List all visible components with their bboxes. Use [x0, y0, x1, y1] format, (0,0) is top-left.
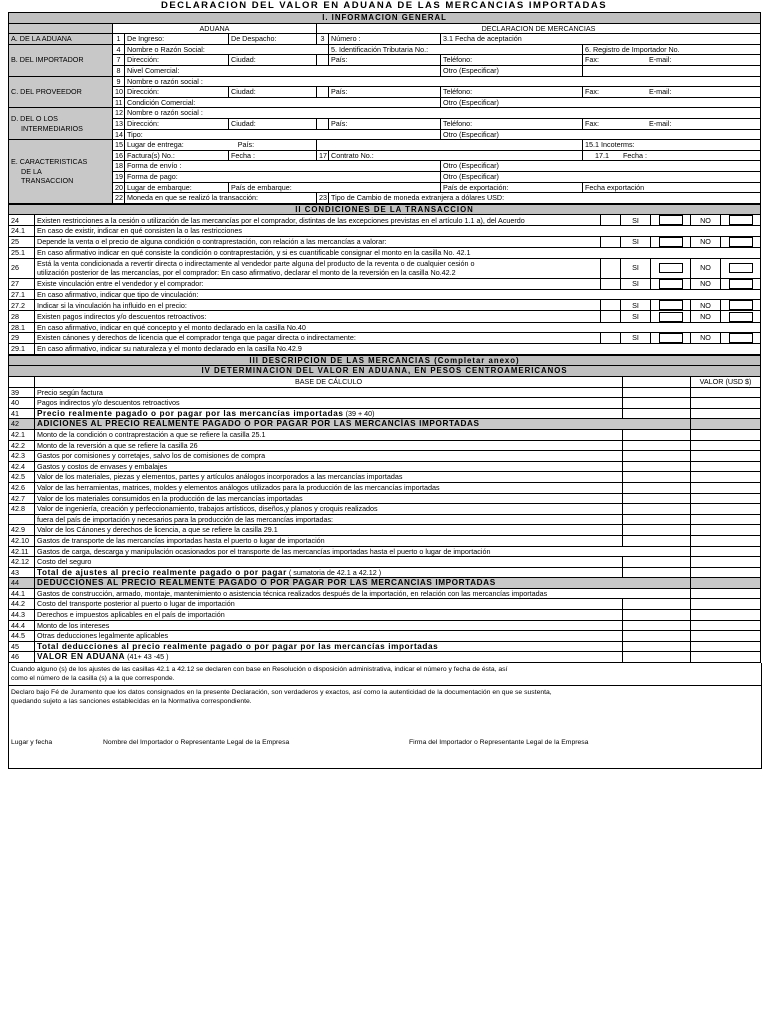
field-fecha-exportacion[interactable]: Fecha exportación	[583, 182, 761, 193]
field-nivel-comercial[interactable]: Nivel Comercial:	[125, 65, 441, 76]
field-factura[interactable]: Factura(s) No.:	[125, 150, 229, 161]
value-44-2[interactable]	[691, 599, 761, 610]
field-incoterms[interactable]: 15.1 Incoterms:	[583, 140, 761, 151]
field-direccion-proveedor[interactable]: Dirección:	[125, 87, 229, 98]
field-fax-email-proveedor[interactable]: Fax: E-mail:	[583, 87, 761, 98]
field-fax-email-intermediario[interactable]: Fax: E-mail:	[583, 118, 761, 129]
field-lugar-entrega[interactable]: Lugar de entrega: País:	[125, 140, 317, 151]
firma-representante-label: Firma del Importador o Representante Legal de la Empresa	[409, 739, 589, 747]
field-direccion-intermediario[interactable]: Dirección:	[125, 118, 229, 129]
field-razon-social-intermediario[interactable]: Nombre o razón social :	[125, 108, 761, 119]
field-telefono-intermediario[interactable]: Teléfono:	[441, 118, 583, 129]
field-contrato[interactable]: Contrato No.:	[329, 150, 583, 161]
q28-si-checkbox[interactable]	[651, 311, 691, 322]
field-pais-embarque[interactable]: País de embarque:	[229, 182, 441, 193]
value-44-4[interactable]	[691, 620, 761, 631]
value-42-4[interactable]	[691, 461, 761, 472]
field-otro-pago[interactable]: Otro (Especificar)	[441, 171, 761, 182]
section-c-label: C. DEL PROVEEDOR	[9, 76, 113, 108]
general-info-table: I. INFORMACION GENERAL ADUANA DECLARACION DE MERCANCIAS A. DE LA ADUANA 1 De Ingreso: De Despacho: 3 Número : 3.1 Fecha de aceptación B. DEL IMPORTADOR 4 Nombre o Razón Social: 5. Identificación Tributaria No.: 6. Registro de Importador No. 7 Dirección: Ciudad: País: Teléfono: Fax: E-mail: 8 Nivel Comercial: Otro (Especificar) C. DEL PROVEEDOR 9 Nombre o razón social : 10 Dirección: Ciudad: País: Teléfono: Fax: E-mail: 11 Condición Comercial: Otro (Especificar) D. DEL O LOS INTERMEDIARIOS 12 Nombre o razón social : 13 Dirección: Ciudad: País: Teléfono: Fax: E-mail: 14 Tipo: Otro (Especificar) E. CARACTERISTICAS DE LA TRANSACCION 15 Lugar de entrega: País: 15.1 Incoterms: 16 Factura(s) No.: Fecha : 17 Contrato No.: 17.1 Fecha : 18 Forma de envío : Otro (Especificar) 19 Forma de pago: Otro (Especificar) 20 Lugar de embarque: País de embarque: País de exportación: Fecha exportación 22 Moneda en que se realizó la transacción: 23 Tipo de Cambio de moneda extranjera a dólares USD:	[8, 12, 761, 204]
field-condicion-comercial[interactable]: Condición Comercial:	[125, 97, 441, 108]
field-fecha-contrato[interactable]: 17.1 Fecha :	[583, 150, 761, 161]
field-telefono-proveedor[interactable]: Teléfono:	[441, 87, 583, 98]
field-numero[interactable]: Número :	[329, 34, 441, 45]
field-lugar-embarque[interactable]: Lugar de embarque:	[125, 182, 229, 193]
field-tipo-intermediario[interactable]: Tipo:	[125, 129, 441, 140]
field-ingreso[interactable]: De Ingreso:	[125, 34, 229, 45]
q26-si-checkbox[interactable]	[651, 258, 691, 278]
field-pais-exportacion[interactable]: País de exportación:	[441, 182, 583, 193]
value-44-1[interactable]	[691, 588, 761, 599]
field-identificacion-tributaria[interactable]: 5. Identificación Tributaria No.:	[329, 44, 583, 55]
field-ciudad-intermediario[interactable]: Ciudad:	[229, 118, 317, 129]
field-registro-importador[interactable]: 6. Registro de Importador No.	[583, 44, 761, 55]
value-43[interactable]	[691, 567, 761, 578]
field-razon-social-importador[interactable]: Nombre o Razón Social:	[125, 44, 329, 55]
field-despacho[interactable]: De Despacho:	[229, 34, 317, 45]
sworn-declaration: Declaro bajo Fé de Juramento que los datos consignados en la presente Declaración, son verdaderos y exactos, así como la autenticidad de la documentación en que se sustenta, quedando sujeto a las sanciones establecidas en la Normativa correspondiente. Lugar y fecha Nombre del Importador o Representante Legal de la Empresa Firma del Importador o Representante Legal de la Empresa	[8, 686, 762, 769]
value-42-12[interactable]	[691, 557, 761, 568]
question-27: 27 Existe vinculación entre el vendedor y el comprador: SI NO	[9, 278, 761, 289]
field-pais-intermediario[interactable]: País:	[329, 118, 441, 129]
section-b-label: B. DEL IMPORTADOR	[9, 44, 113, 76]
q28-no-checkbox[interactable]	[721, 311, 761, 322]
declaracion-header: DECLARACION DE MERCANCIAS	[317, 23, 761, 34]
field-tipo-cambio[interactable]: Tipo de Cambio de moneda extranjera a dólares USD:	[329, 193, 761, 204]
field-otro-envio[interactable]: Otro (Especificar)	[441, 161, 761, 172]
value-42-2[interactable]	[691, 440, 761, 451]
field-otro-importador[interactable]: Otro (Especificar)	[441, 65, 583, 76]
section-a-label: A. DE LA ADUANA	[9, 34, 113, 45]
field-forma-pago[interactable]: Forma de pago:	[125, 171, 441, 182]
q29-no-checkbox[interactable]	[721, 333, 761, 344]
question-27-2: 27.2 Indicar si la vinculación ha influido en el precio: SI NO	[9, 300, 761, 311]
q27-no-checkbox[interactable]	[721, 278, 761, 289]
section-2-header: II CONDICIONES DE LA TRANSACCION	[9, 204, 761, 215]
field-fecha-aceptacion[interactable]: 3.1 Fecha de aceptación	[441, 34, 761, 45]
field-pais-proveedor[interactable]: País:	[329, 87, 441, 98]
value-40[interactable]	[691, 398, 761, 409]
question-28: 28 Existen pagos indirectos y/o descuentos retroactivos: SI NO	[9, 311, 761, 322]
section-4-header: IV DETERMINACION DEL VALOR EN ADUANA, EN PESOS CENTROAMERICANOS	[9, 366, 761, 377]
q24-si-checkbox[interactable]	[651, 215, 691, 226]
value-42-11[interactable]	[691, 546, 761, 557]
customs-value-declaration-form	[8, 0, 760, 769]
field-telefono-importador[interactable]: Teléfono:	[441, 55, 583, 66]
field-pais-importador[interactable]: País:	[329, 55, 441, 66]
value-42-7[interactable]	[691, 493, 761, 504]
field-otro-proveedor[interactable]: Otro (Especificar)	[441, 97, 761, 108]
section-1-header: I. INFORMACION GENERAL	[9, 13, 761, 24]
value-42-8[interactable]	[691, 504, 761, 515]
q27-si-checkbox[interactable]	[651, 278, 691, 289]
value-44-3[interactable]	[691, 610, 761, 621]
question-26: 26 Está la venta condicionada a revertir directa o indirectamente al vendedor parte alguna del producto de la reventa o de cualquier cesión o utilización posterior de las mercancías, por el comprador: En caso afirmativo, declarar el monto de la reversión en la casilla No.42.2 SI NO	[9, 258, 761, 278]
field-moneda[interactable]: Moneda en que se realizó la transacción:	[125, 193, 317, 204]
q25-no-checkbox[interactable]	[721, 236, 761, 247]
form-title: DECLARACION DEL VALOR EN ADUANA DE LAS MERCANCIAS IMPORTADAS	[160, 0, 608, 11]
field-direccion-importador[interactable]: Dirección:	[125, 55, 229, 66]
q25-si-checkbox[interactable]	[651, 236, 691, 247]
field-fecha-factura[interactable]: Fecha :	[229, 150, 317, 161]
section-e-label: E. CARACTERISTICAS DE LA TRANSACCION	[9, 140, 113, 204]
field-razon-social-proveedor[interactable]: Nombre o razón social :	[125, 76, 761, 87]
transaction-conditions-table: II CONDICIONES DE LA TRANSACCION 24 Existen restricciones a la cesión o utilización de las mercancías por el comprador, distintas de las excepciones previstas en el artículo 1.1 a), del Acuerdo SI NO 24.1 En caso de existir, indicar en qué consisten la o las restricciones 25 Depende la venta o el precio de alguna condición o contraprestación, con relación a las mercancías a valorar: SI NO 25.1 En caso afirmativo indicar en qué consiste la condición o contraprestación, y si es cuantificable consignar el monto en la casilla No. 42.1 26 Está la venta condicionada a revertir directa o indirectamente al vendedor parte alguna del producto de la reventa o de cualquier cesión o utilización posterior de las mercancías, por el comprador: En caso afirmativo, declarar el monto de la reversión en la casilla No.42.2 SI NO 27 Existe vinculación entre el vendedor y el comprador: SI NO 27.1 En caso afirmativo, indicar que tipo de vinculación: 27.2 Indicar si la vinculación ha influido en el precio: SI NO 28 Existen pagos indirectos y/o descuentos retroactivos: SI NO 28.1 En caso afirmativo, indicar en qué concepto y el monto declarado en la casilla No.40 29 Existen cánones y derechos de licencia que el comprador tenga que pagar directa o indirectamente: SI NO 29.1 En caso afirmativo, indicar su naturaleza y el monto declarado en la casilla No.42.9	[8, 204, 761, 355]
q272-no-checkbox[interactable]	[721, 300, 761, 311]
field-otro-intermediario[interactable]: Otro (Especificar)	[441, 129, 761, 140]
question-29: 29 Existen cánones y derechos de licencia que el comprador tenga que pagar directa o indirectamente: SI NO	[9, 333, 761, 344]
value-46[interactable]	[691, 652, 761, 663]
question-24: 24 Existen restricciones a la cesión o utilización de las mercancías por el comprador, distintas de las excepciones previstas en el artículo 1.1 a), del Acuerdo SI NO	[9, 215, 761, 226]
question-25: 25 Depende la venta o el precio de alguna condición o contraprestación, con relación a las mercancías a valorar: SI NO	[9, 236, 761, 247]
value-42-10[interactable]	[691, 535, 761, 546]
value-42-1[interactable]	[691, 429, 761, 440]
adjustment-note: Cuando alguno (s) de los ajustes de las casillas 42.1 a 42.12 se declaren con base en Resolución o disposición administrativa, indicar el número y fecha de ésta, así como el número de la casilla (s) a la que corresponde.	[8, 663, 762, 686]
section-d-label: D. DEL O LOS INTERMEDIARIOS	[9, 108, 113, 140]
lugar-fecha-label: Lugar y fecha	[11, 739, 53, 747]
field-fax-email-importador[interactable]: Fax: E-mail:	[583, 55, 761, 66]
value-45[interactable]	[691, 641, 761, 652]
q26-no-checkbox[interactable]	[721, 258, 761, 278]
value-44-5[interactable]	[691, 631, 761, 642]
value-39[interactable]	[691, 387, 761, 398]
base-calculo-header: BASE DE CÁLCULO	[35, 377, 623, 388]
value-41[interactable]	[691, 408, 761, 419]
value-42-5[interactable]	[691, 472, 761, 483]
value-42-9[interactable]	[691, 525, 761, 536]
section-3-header: III DESCRIPCION DE LAS MERCANCIAS (Completar anexo)	[9, 355, 761, 366]
q272-si-checkbox[interactable]	[651, 300, 691, 311]
value-42-6[interactable]	[691, 482, 761, 493]
signature-row	[11, 738, 759, 747]
value-42-3[interactable]	[691, 451, 761, 462]
aduana-header: ADUANA	[113, 23, 317, 34]
customs-value-table: III DESCRIPCION DE LAS MERCANCIAS (Completar anexo) IV DETERMINACION DEL VALOR EN ADUANA, EN PESOS CENTROAMERICANOS BASE DE CÁLCULO VALOR (USD $) 39 Precio según factura 40 Pagos indirectos y/o descuentos retroactivos 41 Precio realmente pagado o por pagar por las mercancías importadas (39 + 40) 42 ADICIONES AL PRECIO REALMENTE PAGADO O POR PAGAR POR LAS MERCANCÍAS IMPORTADAS 42.1 Monto de la condición o contraprestación a que se refiere la casilla 25.1 42.2 Monto de la reversión a que se refiere la casilla 26 42.3 Gastos por comisiones y corretajes, salvo los de comisiones de compra 42.4 Gastos y costos de envases y embalajes 42.5 Valor de los materiales, piezas y elementos, partes y artículos análogos incorporados a las mercancías importadas 42.6 Valor de las herramientas, matrices, moldes y elementos análogos utilizados para la producción de las mercancías importadas 42.7 Valor de los materiales consumidos en la producción de las mercancías importadas 42.8 Valor de ingeniería, creación y perfeccionamiento, trabajos artísticos, diseños,y planos y croquis realizados fuera del país de importación y necesarios para la producción de las mercancías importadas: 42.9 Valor de los Cánones y derechos de licencia, a que se refiere la casilla 29.1 42.10 Gastos de transporte de las mercancías importadas hasta el puerto o lugar de importación 42.11 Gastos de carga, descarga y manipulación ocasionados por el transporte de las mercancías importadas hasta el puerto o lugar de importación 42.12 Costo del seguro 43 Total de ajustes al precio realmente pagado o por pagar ( sumatoria de 42.1 a 42.12 ) 44 DEDUCCIONES AL PRECIO REALMENTE PAGADO O POR PAGAR POR LAS MERCANCIAS IMPORTADAS 44.1 Gastos de construcción, armado, montaje, mantenimiento o asistencia técnica realizados después de la importación, en relación con las mercancías importadas 44.2 Costo del transporte posterior al puerto o lugar de importación 44.3 Derechos e impuestos aplicables en el país de importación 44.4 Monto de los intereses 44.5 Otras deducciones legalmente aplicables 45 Total deducciones al precio realmente pagado o por pagar por las mercancías importadas 46 VALOR EN ADUANA (41+ 43 -45 )	[8, 355, 761, 663]
q29-si-checkbox[interactable]	[651, 333, 691, 344]
field-forma-envio[interactable]: Forma de envío :	[125, 161, 441, 172]
field-ciudad-importador[interactable]: Ciudad:	[229, 55, 317, 66]
valor-usd-header: VALOR (USD $)	[691, 377, 761, 388]
q24-no-checkbox[interactable]	[721, 215, 761, 226]
field-ciudad-proveedor[interactable]: Ciudad:	[229, 87, 317, 98]
nombre-representante-label: Nombre del Importador o Representante Legal de la Empresa	[103, 739, 290, 747]
